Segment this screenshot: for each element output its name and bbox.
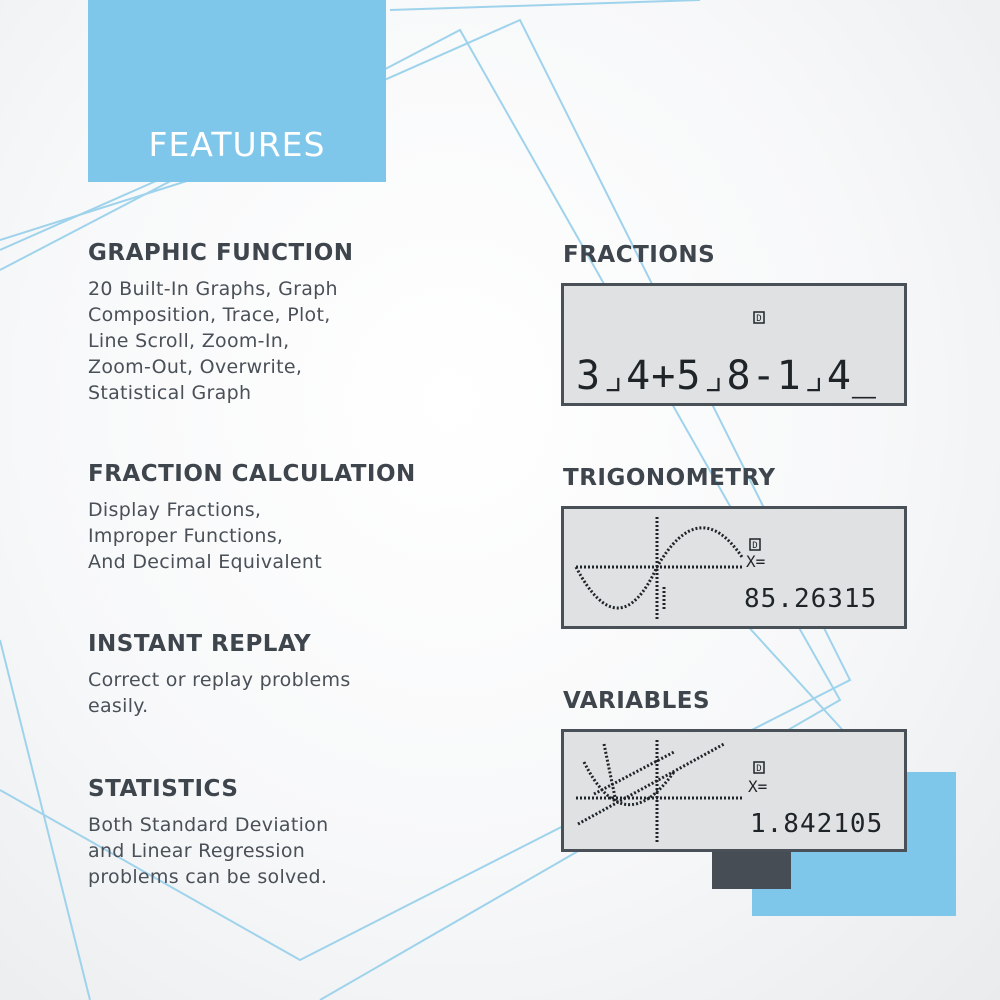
feature-title: FRACTION CALCULATION [88, 461, 416, 487]
var-x-label: X= [748, 777, 768, 796]
trig-indicator: D [752, 541, 758, 551]
feature-instant-replay [88, 631, 528, 719]
feature-title: GRAPHIC FUNCTION [88, 240, 354, 266]
feature-body: 20 Built-In Graphs, Graph Composition, Trace, Plot, Line Scroll, Zoom-In, Zoom-Out, Overwrite, Statistical Graph [88, 278, 338, 404]
feature-statistics [88, 776, 528, 890]
trig-value: 85.26315 [744, 584, 878, 614]
accent-bar [712, 852, 791, 889]
trig-x-label: X= [746, 552, 766, 571]
feature-body: Both Standard Deviation and Linear Regression problems can be solved. [88, 814, 329, 888]
var-indicator: D [756, 764, 762, 774]
feature-title: INSTANT REPLAY [88, 631, 312, 657]
feature-body: Display Fractions, Improper Functions, And Decimal Equivalent [88, 499, 322, 573]
header-title: FEATURES [148, 125, 326, 164]
fractions-title: FRACTIONS [563, 242, 716, 268]
trigonometry-display [561, 506, 907, 629]
fractions-expression: 3⌟4+5⌟8-1⌟4_ [576, 353, 877, 399]
fractions-indicator: D [756, 314, 762, 324]
trigonometry-title: TRIGONOMETRY [563, 465, 776, 491]
feature-title: STATISTICS [88, 776, 239, 802]
feature-body: Correct or replay problems easily. [88, 669, 351, 717]
variables-display [561, 729, 907, 852]
feature-fraction-calculation [88, 461, 528, 575]
fractions-display [561, 283, 907, 406]
features-header [88, 0, 386, 182]
feature-graphic-function [88, 240, 528, 406]
variables-title: VARIABLES [563, 688, 711, 714]
var-value: 1.842105 [750, 809, 884, 839]
